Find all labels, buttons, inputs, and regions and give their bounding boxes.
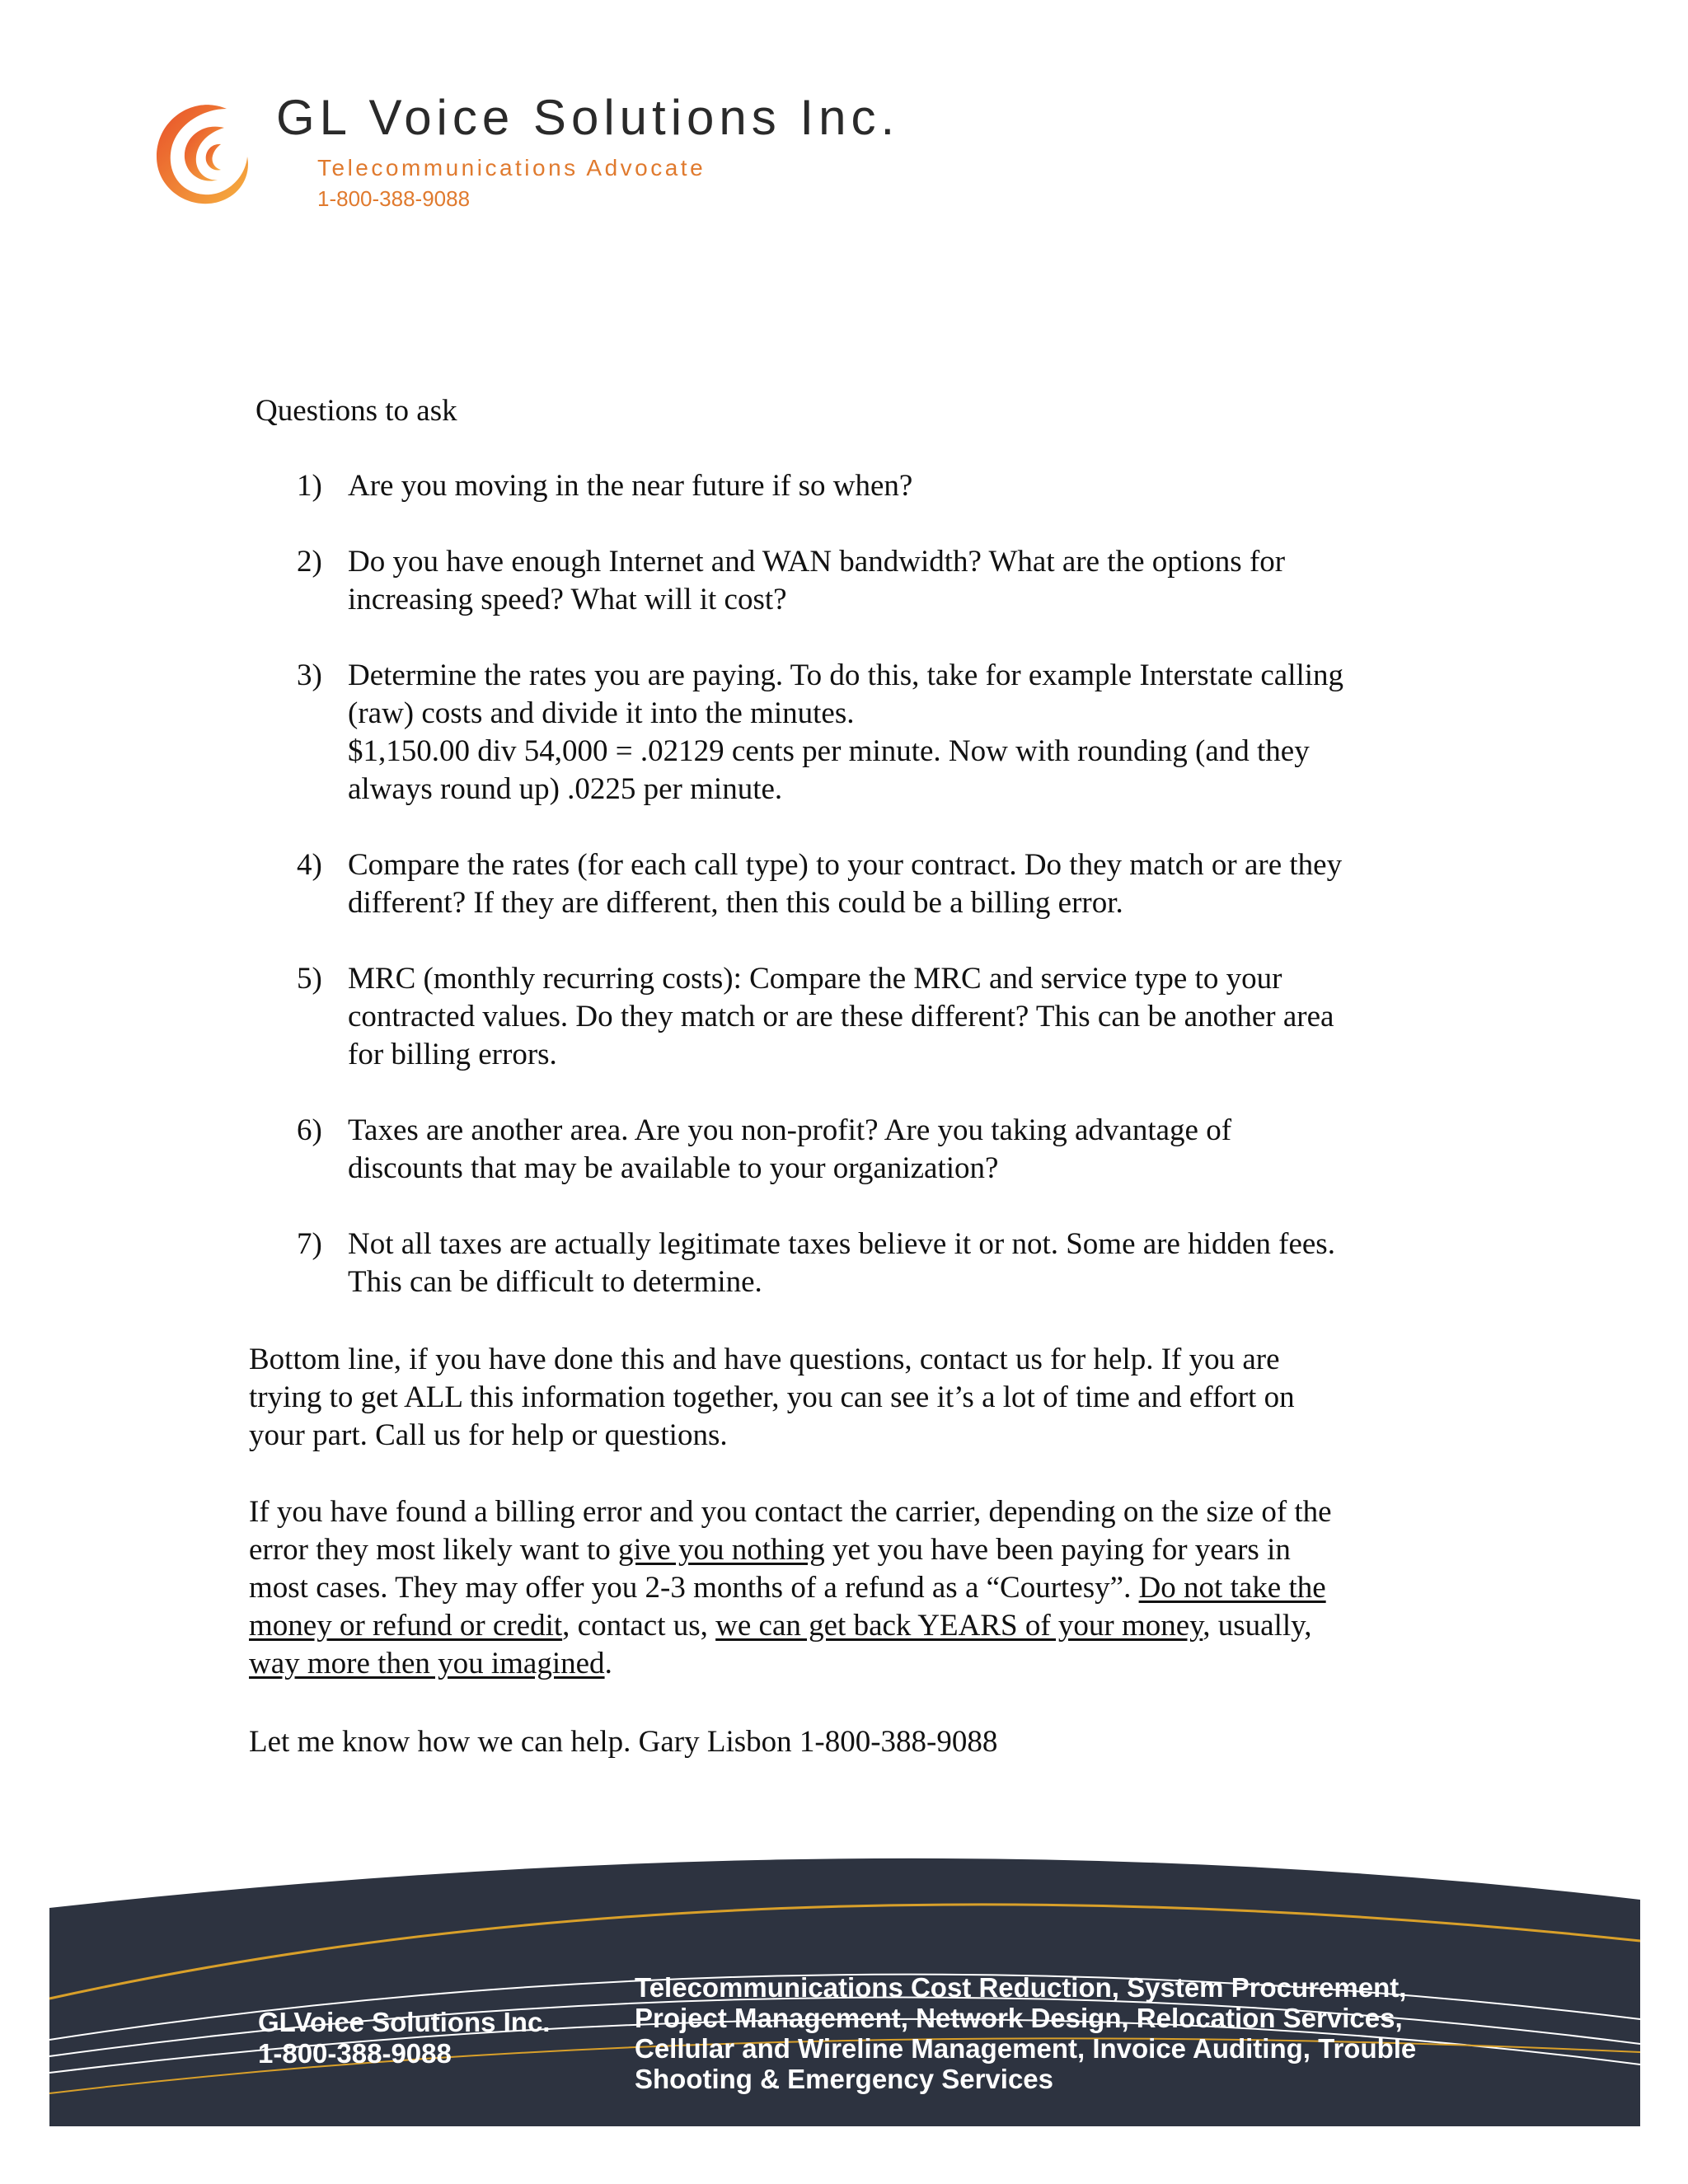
list-number: 2) bbox=[297, 545, 322, 579]
billing-error-paragraph bbox=[249, 1493, 1444, 1683]
list-text: different? If they are different, then this could be a billing error. bbox=[348, 886, 1123, 920]
footer-services-line: Telecommunications Cost Reduction, System Procurement, bbox=[635, 1972, 1407, 2003]
company-name: GL Voice Solutions Inc. bbox=[276, 90, 900, 145]
list-text: always round up) .0225 per minute. bbox=[348, 772, 783, 806]
list-text: Taxes are another area. Are you non-profit? Are you taking advantage of bbox=[348, 1113, 1232, 1147]
text-span: error they most likely want to bbox=[249, 1533, 619, 1567]
list-item bbox=[297, 543, 1451, 619]
footer-company-name: GLVoice Solutions Inc. bbox=[258, 2007, 551, 2037]
header-phone: 1-800-388-9088 bbox=[317, 186, 471, 211]
list-text: $1,150.00 div 54,000 = .02129 cents per minute. Now with rounding (and they bbox=[348, 734, 1310, 768]
text-span: , usually, bbox=[1203, 1609, 1312, 1643]
paragraph-line: trying to get ALL this information together, you can see it’s a lot of time and effort on bbox=[249, 1380, 1295, 1414]
underlined-text: give you nothing bbox=[618, 1533, 825, 1567]
list-text: Do you have enough Internet and WAN bandwidth? What are the options for bbox=[348, 545, 1286, 579]
closing-line: Let me know how we can help. Gary Lisbon 1-800-388-9088 bbox=[249, 1725, 998, 1759]
footer-phone: 1-800-388-9088 bbox=[258, 2038, 452, 2069]
list-text: Determine the rates you are paying. To do this, take for example Interstate calling bbox=[348, 658, 1344, 692]
text-span: yet you have been paying for years in bbox=[824, 1533, 1291, 1567]
list-item bbox=[297, 657, 1451, 808]
underlined-text: Do not take the bbox=[1138, 1571, 1326, 1605]
list-text: contracted values. Do they match or are these different? This can be another area bbox=[348, 1000, 1334, 1033]
underlined-text: we can get back YEARS of your money bbox=[715, 1609, 1203, 1643]
list-text: Compare the rates (for each call type) to your contract. Do they match or are they bbox=[348, 848, 1343, 882]
questions-list bbox=[297, 467, 1451, 1339]
list-item bbox=[297, 467, 1451, 505]
paragraph-line: your part. Call us for help or questions. bbox=[249, 1418, 728, 1452]
paragraph-line bbox=[249, 1493, 1444, 1531]
footer-services-line: Cellular and Wireline Management, Invoice Auditing, Trouble bbox=[635, 2033, 1417, 2064]
list-number: 3) bbox=[297, 658, 322, 692]
list-text: (raw) costs and divide it into the minutes. bbox=[348, 696, 855, 730]
list-text: discounts that may be available to your organization? bbox=[348, 1151, 999, 1185]
paragraph-line: Bottom line, if you have done this and have questions, contact us for help. If you are bbox=[249, 1343, 1280, 1376]
list-item bbox=[297, 1226, 1451, 1301]
bottom-line-paragraph bbox=[249, 1341, 1444, 1455]
closing-paragraph bbox=[249, 1723, 1444, 1761]
footer-services bbox=[635, 1972, 1416, 2094]
list-item bbox=[297, 960, 1451, 1074]
list-item bbox=[297, 1112, 1451, 1188]
underlined-text: money or refund or credit bbox=[249, 1609, 563, 1643]
list-text: MRC (monthly recurring costs): Compare the MRC and service type to your bbox=[348, 962, 1282, 996]
list-number: 7) bbox=[297, 1227, 322, 1261]
paragraph-line bbox=[249, 1569, 1444, 1607]
list-number: 4) bbox=[297, 848, 322, 882]
text-span: most cases. They may offer you 2-3 months of a refund as a “Courtesy”. bbox=[249, 1571, 1139, 1605]
tagline: Telecommunications Advocate bbox=[317, 155, 706, 180]
list-text: Are you moving in the near future if so when? bbox=[348, 469, 913, 503]
list-number: 5) bbox=[297, 962, 322, 996]
list-number: 1) bbox=[297, 469, 322, 503]
footer-services-line: Shooting & Emergency Services bbox=[635, 2064, 1054, 2094]
paragraph-line bbox=[249, 1607, 1444, 1645]
text-span: If you have found a billing error and you contact the carrier, depending on the size of the bbox=[249, 1495, 1332, 1529]
list-text: This can be difficult to determine. bbox=[348, 1265, 762, 1299]
footer-services-line: Project Management, Network Design, Relocation Services, bbox=[635, 2003, 1403, 2033]
list-number: 6) bbox=[297, 1113, 322, 1147]
footer-company-info bbox=[258, 2007, 550, 2069]
text-span: . bbox=[604, 1647, 612, 1680]
paragraph-line bbox=[249, 1531, 1444, 1569]
document-heading: Questions to ask bbox=[256, 394, 457, 428]
orange-swirl-logo-icon bbox=[148, 99, 256, 214]
text-span: , contact us, bbox=[562, 1609, 716, 1643]
list-text: Not all taxes are actually legitimate taxes believe it or not. Some are hidden fees. bbox=[348, 1227, 1335, 1261]
underlined-text: way more then you imagined bbox=[249, 1647, 605, 1680]
paragraph-line bbox=[249, 1645, 1444, 1683]
list-text: increasing speed? What will it cost? bbox=[348, 583, 787, 616]
list-item bbox=[297, 846, 1451, 922]
list-text: for billing errors. bbox=[348, 1038, 557, 1071]
